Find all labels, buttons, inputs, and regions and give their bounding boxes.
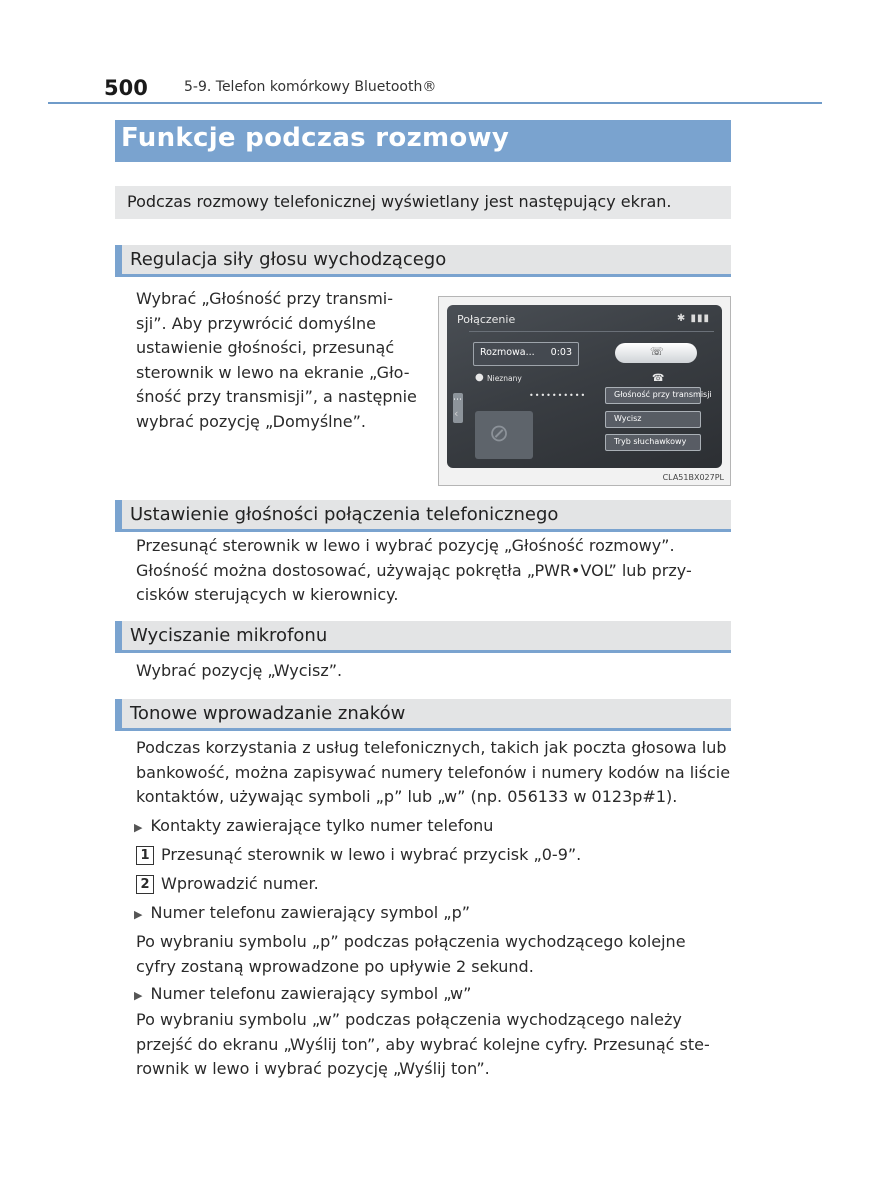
no-image-icon: ⊘ — [489, 419, 510, 447]
text-line: cisków sterujących w kierownicy. — [136, 585, 399, 604]
menu-item-label: Wycisz — [614, 414, 642, 423]
display-screen — [447, 305, 722, 468]
text-line: cyfry zostaną wprowadzone po upływie 2 sekund. — [136, 956, 534, 976]
figure-code: CLA51BX027PL — [662, 473, 724, 482]
caller-name: Nieznany — [487, 374, 522, 383]
section-heading-mute — [115, 621, 731, 653]
page-title: Funkcje podczas rozmowy — [121, 123, 510, 153]
text-line: Wybrać „Głośność przy transmi- — [136, 289, 393, 308]
chevron-left-icon: ‹ — [454, 407, 459, 420]
call-status-box — [473, 342, 579, 366]
bullet-text: Numer telefonu zawierający symbol „w” — [150, 984, 472, 1003]
triangle-bullet-icon: ▶ — [134, 908, 143, 921]
text-line: bankowość, można zapisywać numery telefonów i numery kodów na liście — [136, 762, 731, 782]
text-line: Przesunąć sterownik w lewo i wybrać pozycję „Głośność rozmowy”. — [136, 536, 675, 555]
menu-item-transmit-volume[interactable] — [605, 387, 712, 404]
triangle-bullet-icon: ▶ — [134, 821, 143, 834]
text-line: sterownik w lewo na ekranie „Gło- — [136, 362, 410, 382]
call-label: Rozmowa... — [480, 347, 535, 358]
bullet-item — [134, 982, 471, 1009]
menu-item-handset-mode[interactable] — [605, 434, 701, 451]
section-heading-tone-input — [115, 699, 731, 731]
header-rule — [48, 102, 822, 104]
step-2 — [136, 872, 319, 897]
running-head: 5-9. Telefon komórkowy Bluetooth® — [184, 79, 437, 95]
call-timer: 0:03 — [550, 347, 572, 358]
contact-thumbnail — [475, 411, 533, 459]
text-line: wybrać pozycję „Domyślne”. — [136, 411, 366, 431]
bullet-item — [134, 901, 470, 928]
section-1-text — [136, 287, 422, 434]
section-heading-call-volume — [115, 500, 731, 532]
text-line: Po wybraniu symbolu „w” podczas połączenia wychodzącego należy — [136, 1010, 682, 1029]
text-line: przejść do ekranu „Wyślij ton”, aby wybrać kolejne cyfry. Przesunąć ste- — [136, 1034, 710, 1054]
text-line: śność przy transmisji”, a następnie — [136, 387, 417, 406]
step-text: Przesunąć sterownik w lewo i wybrać przycisk „0-9”. — [161, 845, 582, 864]
step-number: 1 — [136, 846, 154, 865]
w-symbol-text — [136, 1008, 731, 1082]
bullet-item — [134, 814, 493, 841]
section-2-text — [136, 534, 731, 608]
section-heading-text: Regulacja siły głosu wychodzącego — [130, 249, 447, 270]
section-4-intro — [136, 736, 731, 810]
person-icon: ● — [475, 372, 484, 383]
text-line: rownik w lewo i wybrać pozycję „Wyślij ton”. — [136, 1059, 490, 1078]
bullet-text: Kontakty zawierające tylko numer telefonu — [150, 816, 494, 835]
section-heading-outgoing-volume — [115, 245, 731, 277]
text-line: Głośność można dostosować, używając pokrętła „PWR•VOL” lub przy- — [136, 560, 692, 580]
intro-box — [115, 186, 731, 219]
status-icons: ✱ ▮▮▮ — [676, 313, 710, 324]
caller-number: •••••••••• — [529, 391, 587, 400]
screen-title: Połączenie — [457, 313, 516, 326]
p-symbol-text — [136, 930, 731, 979]
menu-item-mute[interactable] — [605, 411, 701, 428]
section-3-text: Wybrać pozycję „Wycisz”. — [136, 661, 343, 680]
menu-item-label: Tryb słuchawkowy — [614, 437, 687, 446]
text-line: ustawienie głośności, przesunąć — [136, 338, 395, 357]
intro-text: Podczas rozmowy telefonicznej wyświetlany jest następujący ekran. — [127, 192, 672, 211]
step-text: Wprowadzić numer. — [161, 874, 319, 893]
call-screen-figure — [438, 296, 731, 486]
call-button[interactable] — [615, 343, 697, 363]
screen-divider — [469, 331, 714, 332]
step-number: 2 — [136, 875, 154, 894]
triangle-bullet-icon: ▶ — [134, 989, 143, 1002]
step-1 — [136, 843, 581, 868]
section-heading-text: Tonowe wprowadzanie znaków — [130, 703, 406, 724]
text-line: Podczas korzystania z usług telefonicznych, takich jak poczta głosowa lub — [136, 738, 727, 757]
title-bar — [115, 120, 731, 162]
phone-icon: ☏ — [650, 345, 664, 358]
dots-icon: ⋯ — [453, 395, 462, 405]
page-number: 500 — [104, 76, 148, 100]
bullet-text: Numer telefonu zawierający symbol „p” — [150, 903, 471, 922]
section-heading-text: Ustawienie głośności połączenia telefonicznego — [130, 504, 559, 525]
text-line: Po wybraniu symbolu „p” podczas połączenia wychodzącego kolejne — [136, 932, 686, 951]
hang-up-icon: ☎ — [652, 373, 665, 384]
menu-item-label: Głośność przy transmisji — [614, 390, 712, 399]
section-heading-text: Wyciszanie mikrofonu — [130, 625, 328, 646]
text-line: sji”. Aby przywrócić domyślne — [136, 313, 376, 333]
text-line: kontaktów, używając symboli „p” lub „w” (np. 056133 w 0123p#1). — [136, 787, 678, 806]
